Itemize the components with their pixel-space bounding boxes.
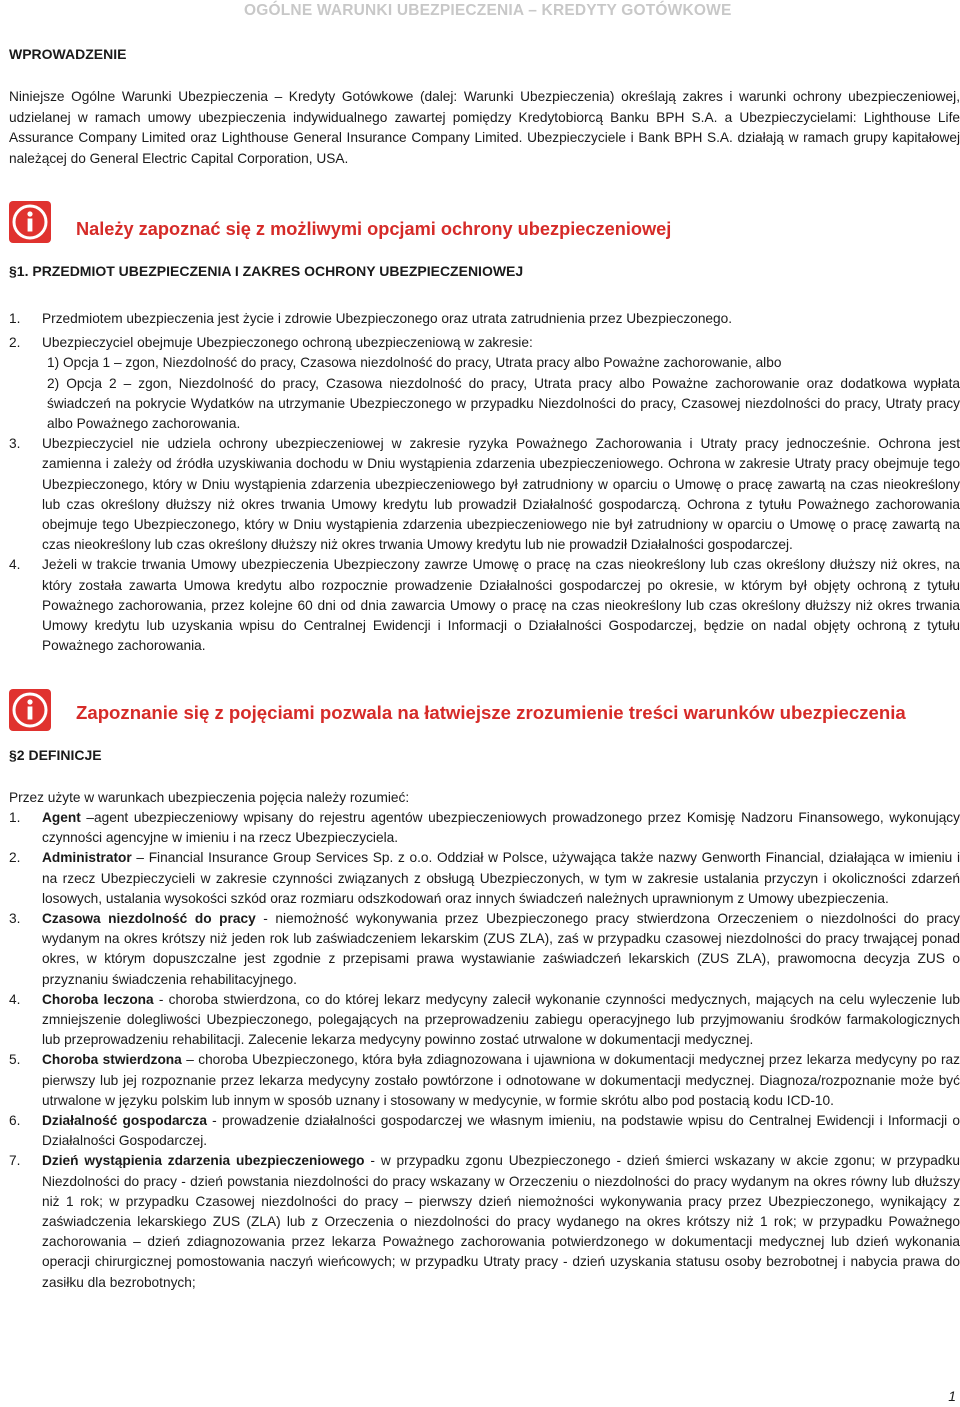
option-2: 2) Opcja 2 – zgon, Niezdolność do pracy, Czasowa niezdolność do pracy, Utrata pracy albo Poważne zachorowanie oraz dodatkowa wypłata świadczeń na pokrycie Wydatków na utrzymanie Ubezpieczonego w przypadku Niezdolności do pracy, Czasowej niezdolności do pracy, Utraty pracy albo Poważnego zachorowania. <box>47 375 960 432</box>
section1-list <box>9 309 960 656</box>
list-item: 2. Ubezpieczyciel obejmuje Ubezpieczonego ochroną ubezpieczeniową w zakresie: 1) Opcja 1 – zgon, Niezdolność do pracy, Czasowa niezdolność do pracy, Utrata pracy albo Poważne zachorowanie, albo 2) Opcja 2 – zgon, Niezdolność do pracy, Czasowa niezdolność do pracy, Utrata pracy albo Poważne zachorowanie oraz dodatkowa wypłata świadczeń na pokrycie Wydatków na utrzymanie Ubezpieczonego w przypadku Niezdolności do pracy, Czasowej niezdolności do pracy, Utraty pracy albo Poważnego zachorowania. <box>9 333 960 434</box>
list-item: 3. Ubezpieczyciel nie udziela ochrony ubezpieczeniowej w zakresie ryzyka Poważnego Zachorowania i Utraty pracy jednocześnie. Ochrona jest zamienna i zależy od źródła uzyskiwania dochodu w Dniu wystąpienia zdarzenia ubezpieczeniowego. Ochrona w zakresie Utraty pracy obejmuje tego Ubezpieczonego, który w Dniu wystąpienia zdarzenia ubezpieczeniowego był zatrudniony w oparciu o Umowę o pracę zawartą na czas nieokreślony lub czas określony dłuższy niż okres trwania Umowy kredytu lub prowadził Działalność gospodarczą. Ochrona z tytułu Poważnego zachorowania obejmuje tego Ubezpieczonego, który w Dniu wystąpienia zdarzenia ubezpieczeniowego nie był zatrudniony w oparciu o Umowę o pracę zawartą na czas nieokreślony lub czas określony dłuższy niż okres trwania Umowy kredytu lub nie prowadził Działalności gospodarczej. <box>9 436 960 553</box>
page-number: 1 <box>948 1388 956 1404</box>
definitions-list <box>9 808 960 1293</box>
intro-paragraph: Niniejsze Ogólne Warunki Ubezpieczenia – Kredyty Gotówkowe (dalej: Warunki Ubezpieczenia) określają zakres i warunki ochrony ubezpieczeniowej, udzielanej w ramach umowy ubezpieczenia indywidualnego zawartej pomiędzy Kredytobiorcą Banku BPH S.A. a Ubezpieczycielami: Lighthouse Life Assurance Company Limited oraz Lighthouse General Insurance Company Limited. Ubezpieczyciele i Bank BPH S.A. działają w ramach grupy kapitałowej należącej do General Electric Capital Corporation, USA. <box>9 89 960 166</box>
section1-heading: §1. PRZEDMIOT UBEZPIECZENIA I ZAKRES OCHRONY UBEZPIECZENIOWEJ <box>9 263 524 279</box>
section2-intro: Przez użyte w warunkach ubezpieczenia pojęcia należy rozumieć: <box>9 790 410 805</box>
definition-item: 6. Działalność gospodarcza - prowadzenie działalności gospodarczej we własnym imieniu, na podstawie wpisu do Centralnej Ewidencji i Informacji o Działalności Gospodarczej. <box>9 1113 960 1149</box>
notice-options: Należy zapoznać się z możliwymi opcjami ochrony ubezpieczeniowej <box>76 219 672 239</box>
intro-heading: WPROWADZENIE <box>9 46 127 62</box>
notice-definitions: Zapoznanie się z pojęciami pozwala na łatwiejsze zrozumienie treści warunków ubezpieczenia <box>76 702 906 723</box>
list-item: 1. Przedmiotem ubezpieczenia jest życie i zdrowie Ubezpieczonego oraz utrata zatrudnienia przez Ubezpieczonego. <box>9 311 733 326</box>
info-icon <box>8 688 52 732</box>
definition-item: 2. Administrator – Financial Insurance Group Services Sp. z o.o. Oddział w Polsce, używająca także nazwy Genworth Financial, działająca w imieniu i na rzecz Ubezpieczycieli w zakresie czynności związanych z obsługą Ubezpieczonych, w tym w zakresie ustalania przyczyn i okoliczności zdarzeń losowych, ustalania wysokości szkód oraz rozmiaru odszkodowań oraz innych świadczeń należnych uprawnionym z Umowy ubezpieczenia. <box>9 850 960 906</box>
definition-item: 7. Dzień wystąpienia zdarzenia ubezpieczeniowego - w przypadku zgonu Ubezpieczonego - dzień śmierci wskazany w akcie zgonu; w przypadku Niezdolności do pracy - dzień powstania niezdolności do pracy wskazany w Orzeczeniu o niezdolności do pracy wydanym na okres równy lub dłuższy niż 1 rok; w przypadku Czasowej niezdolności do pracy – pierwszy dzień niemożności wykonywania pracy przez Ubezpieczonego, wynikający z zaświadczenia lekarskiego ZUS (ZLA) lub z Orzeczenia o niezdolności do pracy wydanego na okres krótszy niż 1 rok; w przypadku Poważnego zachorowania – dzień zdiagnozowania przez lekarza Poważnego zachorowania potwierdzonego w dokumentacji medycznej lub dzień wykonania operacji chirurgicznej pomostowania naczyń wieńcowych; w przypadku Utraty pracy - dzień uzyskania statusu osoby bezrobotnej i nabycia prawa do zasiłku dla bezrobotnych; <box>9 1153 960 1290</box>
info-icon <box>8 200 52 244</box>
definition-item: 4. Choroba leczona - choroba stwierdzona, co do której lekarz medycyny zalecił wykonanie czynności medycznych, mających na celu wyleczenie lub zmniejszenie dolegliwości Ubezpieczonego, polegających na przeprowadzeniu zabiegu operacyjnego lub przyjmowaniu środków farmakologicznych lub przeprowadzeniu rehabilitacji. Zalecenie lekarza medycyny powinno zostać utrwalone w dokumentacji medycznej. <box>9 991 960 1048</box>
option-1: 1) Opcja 1 – zgon, Niezdolność do pracy, Czasowa niezdolność do pracy, Utrata pracy albo Poważne zachorowanie, albo <box>47 355 782 371</box>
section2-heading: §2 DEFINICJE <box>9 747 102 763</box>
definition-item: 5. Choroba stwierdzona – choroba Ubezpieczonego, która była zdiagnozowana i ujawniona w dokumentacji medycznej przez lekarza medycyny po raz pierwszy lub jej rozpoznanie przez lekarza medycyny zostało powtórzone i odnotowane w dokumentacji medycznej. Diagnoza/rozpoznanie może być utrwalone w języku polskim lub innym w sposób uznany i stosowany w medycynie, w formie skrótu albo pod postacią kodu ICD-10. <box>9 1052 960 1108</box>
list-item: 4. Jeżeli w trakcie trwania Umowy ubezpieczenia Ubezpieczony zawrze Umowę o pracę na czas nieokreślony lub czas określony dłuższy niż okres, na który została zawarta Umowa kredytu albo rozpocznie prowadzenie Działalności gospodarczej po okresie, w którym był objęty ochroną z tytułu Poważnego zachorowania, przez kolejne 60 dni od dnia zawarcia Umowy o pracę na czas nieokreślony lub czas określony dłuższy niż okres trwania Umowy kredytu lub uzyskania wpisu do Centralnej Ewidencji i Informacji o Działalności Gospodarczej, będzie on nadal objęty ochroną z tytułu Poważnego zachorowania. <box>9 557 960 654</box>
document-header-title: OGÓLNE WARUNKI UBEZPIECZENIA – KREDYTY GOTÓWKOWE <box>244 2 732 19</box>
definition-item: 3. Czasowa niezdolność do pracy - niemożność wykonywania przez Ubezpieczonego pracy stwierdzona Orzeczeniem o niezdolności do pracy wydanym na okres krótszy niż jeden rok lub zaświadczeniem lekarskim (ZUS ZLA), zaś w przypadku czasowej niezdolności do pracy trwającej ponad okres, w którym dopuszczalne jest zgodnie z przepisami prawa wystawianie zaświadczeń lekarskich (ZUS ZLA), prawomocna decyzja ZUS o przyznaniu świadczenia rehabilitacyjnego. <box>9 911 960 987</box>
definition-item: 1. Agent –agent ubezpieczeniowy wpisany do rejestru agentów ubezpieczeniowych prowadzonego przez Komisję Nadzoru Finansowego, wykonujący czynności agencyjne w imieniu i na rzecz Ubezpieczyciela. <box>9 810 960 846</box>
